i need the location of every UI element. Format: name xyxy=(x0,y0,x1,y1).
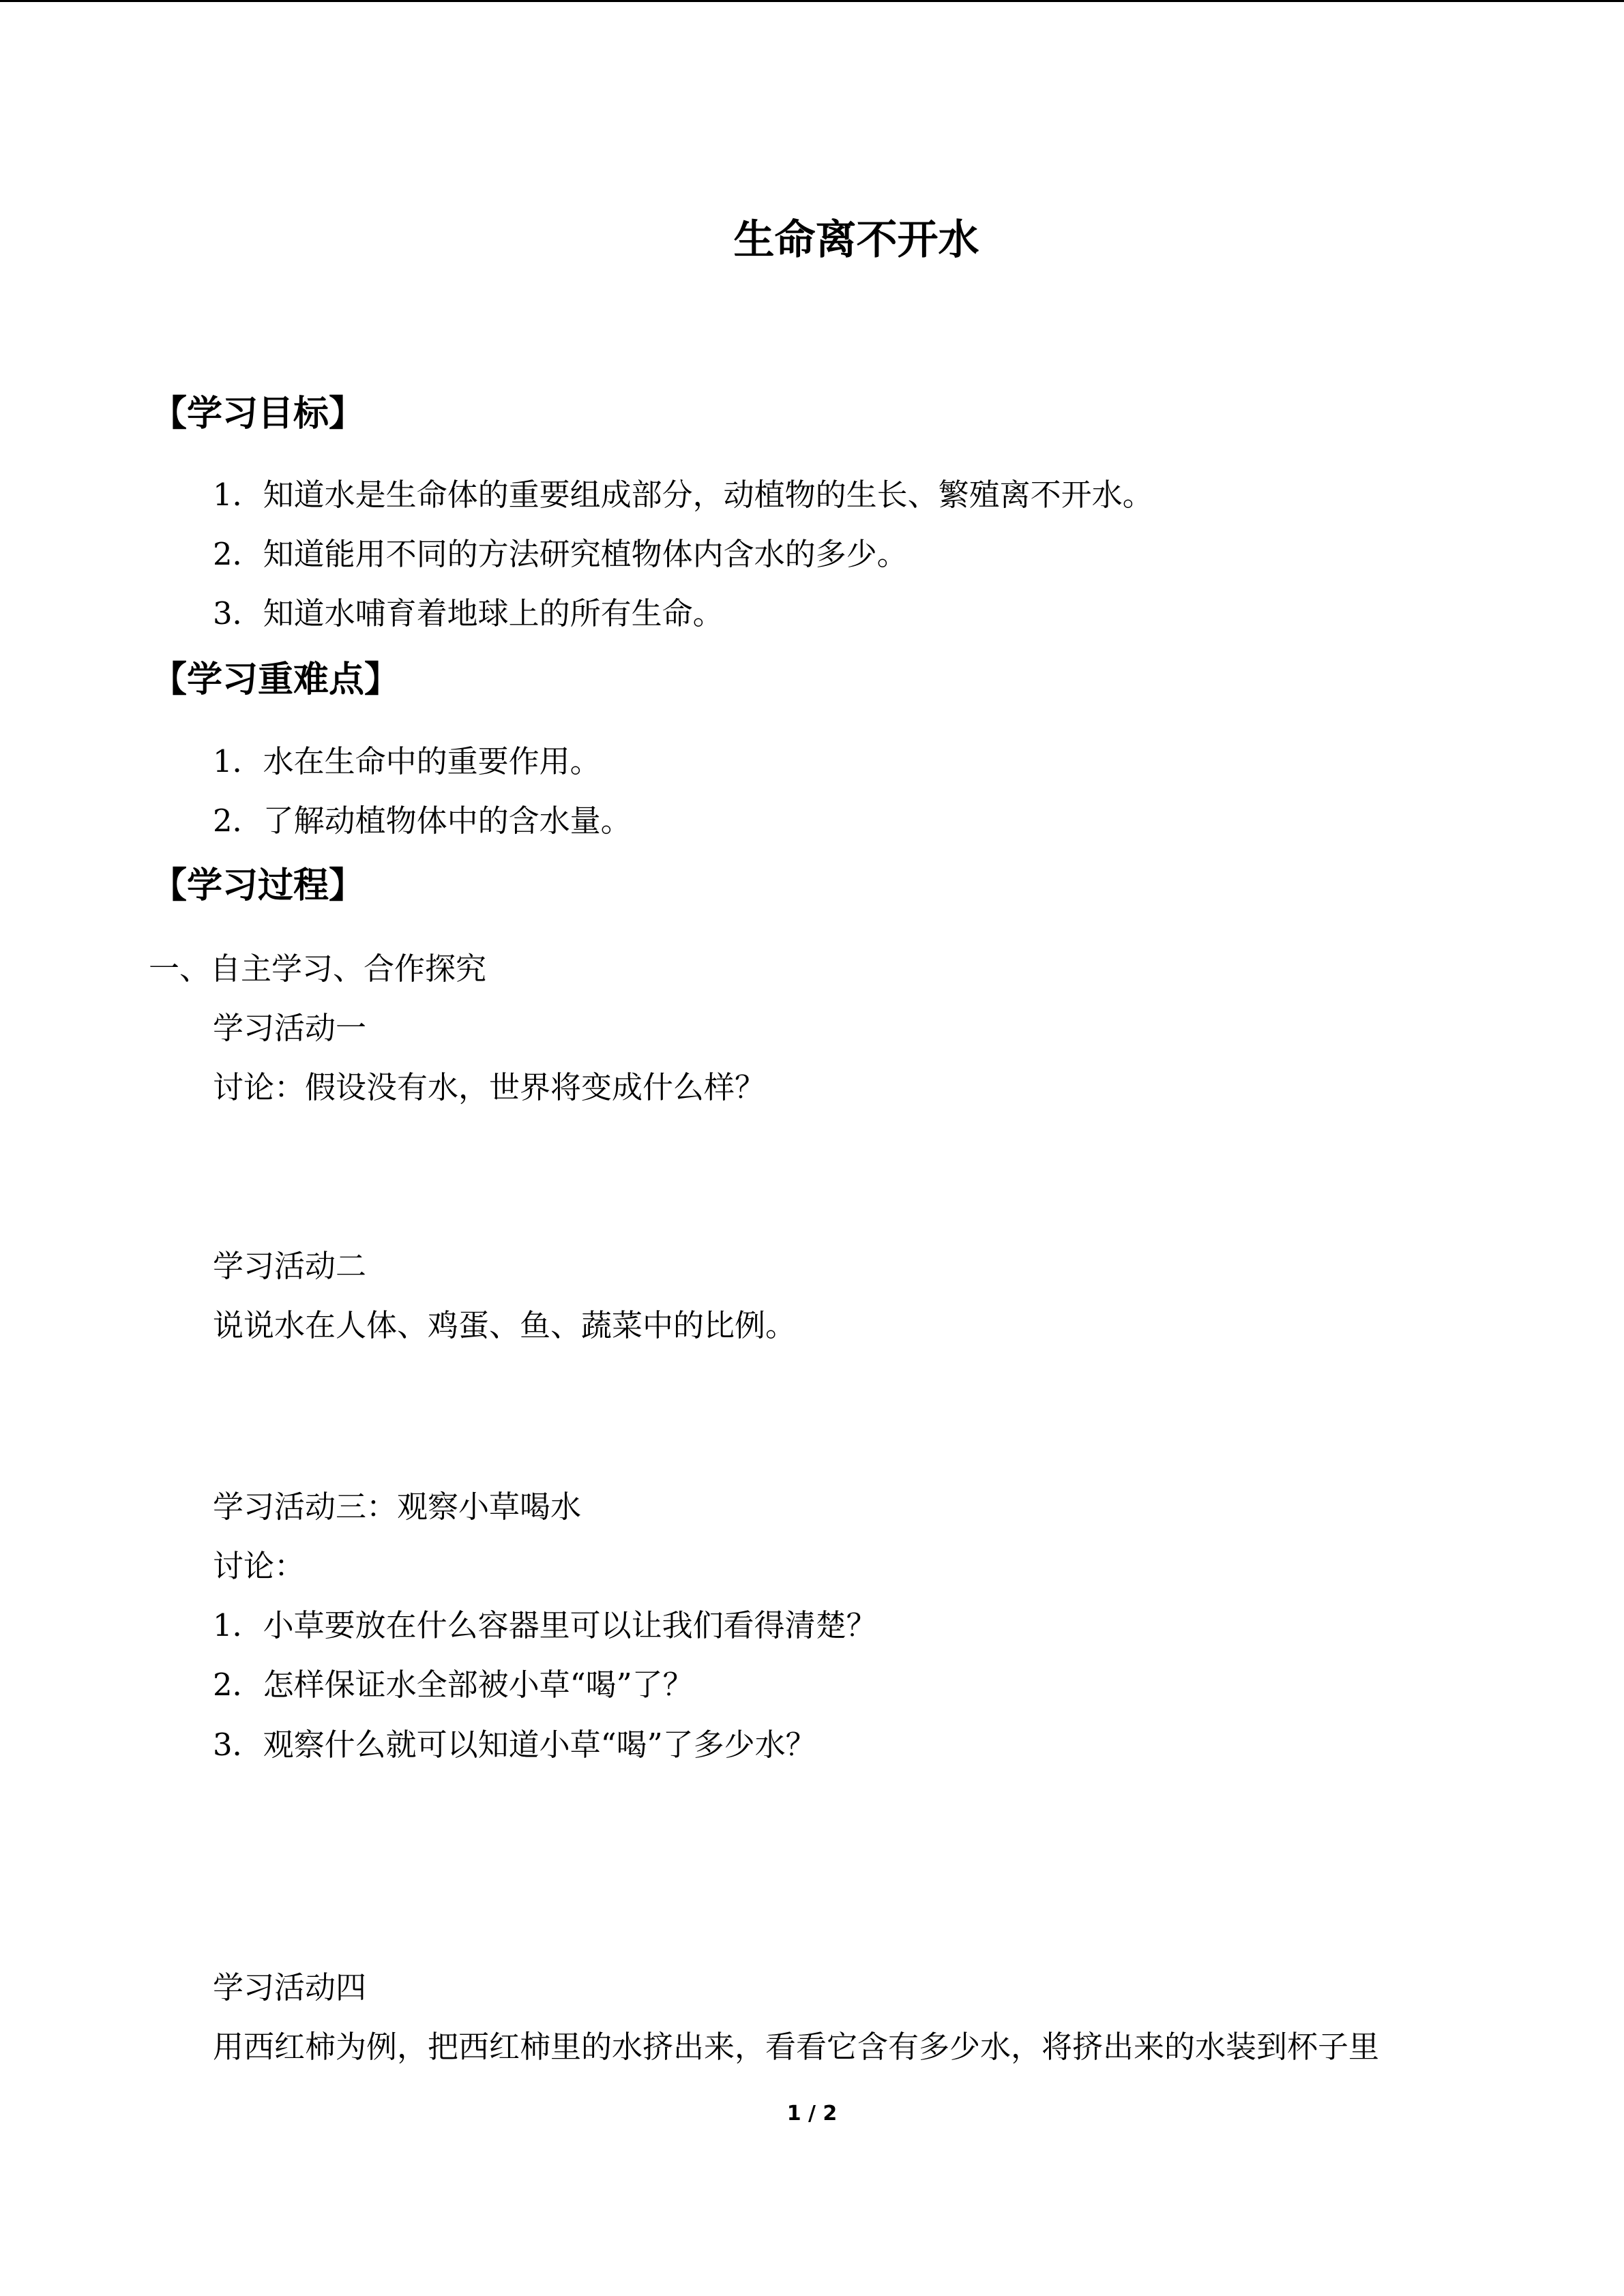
activity-3-item-1: 1．小草要放在什么容器里可以让我们看得清楚？ xyxy=(213,1607,877,1643)
objective-item-2: 2．知道能用不同的方法研究植物体内含水的多少。 xyxy=(213,536,908,572)
activity-4-title: 学习活动四 xyxy=(213,1969,367,2006)
key-points-heading: 【学习重难点】 xyxy=(151,659,400,700)
top-border-line xyxy=(0,0,1624,2)
activity-1-title: 学习活动一 xyxy=(213,1010,367,1046)
activity-4-text: 用西红柿为例，把西红柿里的水挤出来，看看它含有多少水，将挤出来的水装到杯子里 xyxy=(213,2029,1380,2065)
objective-item-3: 3．知道水哺育着地球上的所有生命。 xyxy=(213,595,724,631)
activity-3-item-2: 2．怎样保证水全部被小草“喝”了？ xyxy=(213,1667,694,1703)
activity-1-text: 讨论：假设没有水，世界将变成什么样？ xyxy=(213,1069,766,1105)
process-heading: 【学习过程】 xyxy=(151,865,365,906)
objective-item-1: 1．知道水是生命体的重要组成部分，动植物的生长、繁殖离不开水。 xyxy=(213,477,1153,513)
objectives-heading: 【学习目标】 xyxy=(151,393,365,434)
key-point-item-1: 1．水在生命中的重要作用。 xyxy=(213,743,601,779)
page-title: 生命离不开水 xyxy=(733,216,979,264)
activity-2-title: 学习活动二 xyxy=(213,1248,367,1284)
activity-3-discuss-label: 讨论： xyxy=(213,1548,306,1584)
key-point-item-2: 2．了解动植物体中的含水量。 xyxy=(213,803,632,839)
activity-3-title: 学习活动三：观察小草喝水 xyxy=(213,1489,582,1525)
section-one-title: 一、自主学习、合作探究 xyxy=(149,951,487,987)
page-number: 1 / 2 xyxy=(786,2102,838,2126)
activity-2-text: 说说水在人体、鸡蛋、鱼、蔬菜中的比例。 xyxy=(213,1307,797,1343)
activity-3-item-3: 3．观察什么就可以知道小草“喝”了多少水？ xyxy=(213,1727,816,1763)
